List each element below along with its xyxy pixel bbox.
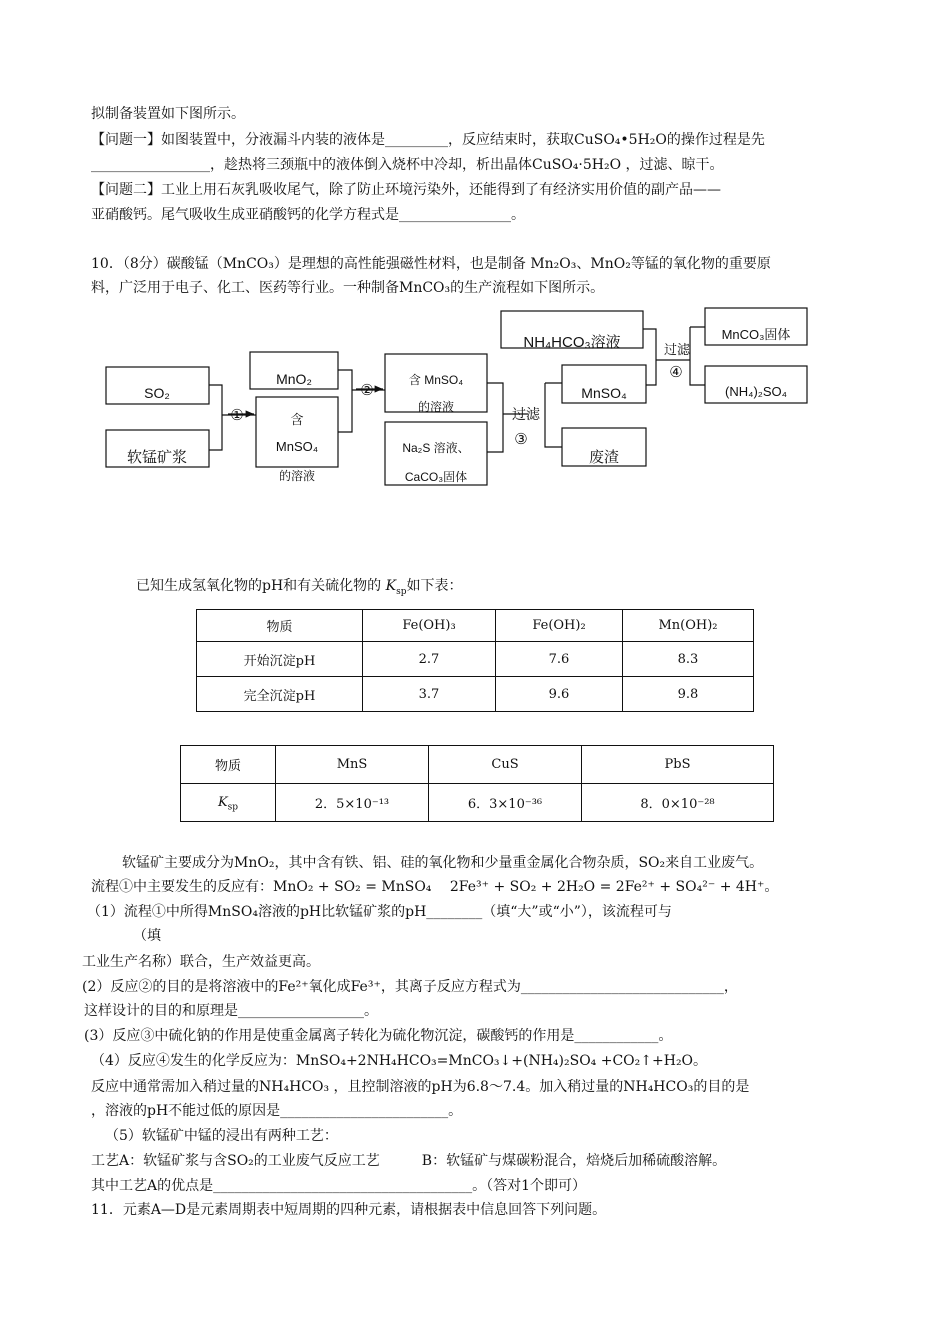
label-mno2: MnO₂: [276, 371, 312, 387]
label-mnso4: MnSO₄: [581, 385, 627, 401]
sub-question-5a: （5）软锰矿中锰的浸出有两种工艺：: [105, 1128, 338, 1144]
q10-line2: 料，广泛用于电子、化工、医药等行业。一种制备MnCO₃的生产流程如下图所示。: [91, 280, 605, 296]
t1-header-2: Fe(OH)₂: [496, 610, 623, 642]
filter-4-label: 过滤: [663, 342, 691, 357]
t1-row1-label: 完全沉淀pH: [197, 677, 363, 712]
q10-line1: 10．（8分）碳酸锰（MnCO₃）是理想的高性能强磁性材料，也是制备 Mn₂O₃、MnO₂等锰的氧化物的重要原: [91, 256, 771, 272]
hydroxide-ph-table: [196, 609, 754, 712]
sub-question-2a: (2）反应②的目的是将溶液中的Fe²⁺氧化成Fe³⁺，其离子反应方程式为_____________________________，: [82, 979, 738, 995]
label-so2: SO₂: [144, 385, 170, 401]
sub-question-1a: （1）流程①中所得MnSO₄溶液的pH比软锰矿浆的pH________（填“大”或“小”），该流程可与: [87, 904, 672, 920]
label-nh4hco3: NH₄HCO₃溶液: [523, 334, 621, 351]
t1-header-1: Fe(OH)₃: [363, 610, 496, 642]
t2-cus-ksp: 6．3×10⁻³⁶: [429, 784, 582, 822]
sub-question-4c: ，溶液的pH不能过低的原因是________________________。: [91, 1103, 463, 1119]
label-mnso4-solution2-a: 含 MnSO₄: [408, 373, 464, 387]
question-11: 11．元素A—D是元素周期表中短周期的四种元素，请根据表中信息回答下列问题。: [91, 1202, 607, 1218]
t1-row1-val2: 9.6: [496, 677, 623, 712]
sub-question-2b: 这样设计的目的和原理是__________________。: [84, 1003, 378, 1019]
label-mnso4-solution-b: MnSO₄: [275, 439, 319, 454]
body-p1: 软锰矿主要成分为MnO₂，其中含有铁、铝、硅的氧化物和少量重金属化合物杂质，SO₂来自工业废气。: [122, 855, 764, 871]
table-intro: 已知生成氢氧化物的pH和有关硫化物的 $K_{sp}$如下表：: [136, 578, 463, 597]
label-ore: 软锰矿浆: [126, 449, 188, 466]
t1-row0-val1: 2.7: [363, 642, 496, 677]
t1-header-0: 物质: [197, 610, 363, 642]
label-mnso4-solution-c: 的溶液: [278, 469, 316, 483]
sub-question-5b: 工艺A：软锰矿浆与含SO₂的工业废气反应工艺 B：软锰矿与煤碳粉混合，焙烧后加稀硫酸溶解。: [91, 1153, 727, 1169]
t2-header-0: 物质: [181, 746, 276, 784]
t1-row0-label: 开始沉淀pH: [197, 642, 363, 677]
sub-question-3: (3）反应③中硫化钠的作用是使重金属离子转化为硫化物沉淀，碳酸钙的作用是____________。: [84, 1028, 673, 1044]
step-1-marker: ①: [230, 407, 244, 424]
label-waste: 废渣: [588, 449, 620, 466]
question-two-line2: 亚硝酸钙。尾气吸收生成亚硝酸钙的化学方程式是________________。: [91, 207, 525, 223]
t2-header-1: MnS: [276, 746, 429, 784]
filter-3-label: 过滤: [512, 406, 540, 422]
sub-question-4a: （4）反应④发生的化学反应为：MnSO₄+2NH₄HCO₃=MnCO₃↓+(NH₄)₂SO₄ +CO₂↑+H₂O。: [91, 1053, 708, 1069]
label-mnso4-solution2-b: 的溶液: [417, 400, 455, 414]
t1-row0-val3: 8.3: [623, 642, 754, 677]
box-mnso4-solution: [256, 397, 338, 467]
sub-question-1c: 工业生产名称）联合，生产效益更高。: [82, 954, 320, 970]
question-one-line2: _________________，趁热将三颈瓶中的液体倒入烧杯中冷却，析出晶体CuSO₄·5H₂O ，过滤、晾干。: [91, 157, 724, 173]
t2-pbs-ksp: 8．0×10⁻²⁸: [582, 784, 774, 822]
label-mnco3: MnCO₃固体: [721, 327, 791, 342]
t2-mns-ksp: 2．5×10⁻¹³: [276, 784, 429, 822]
t2-header-3: PbS: [582, 746, 774, 784]
connector-5: [643, 329, 690, 385]
connector-2: [338, 370, 385, 432]
sub-question-4b: 反应中通常需加入稍过量的NH₄HCO₃ ，且控制溶液的pH为6.8～7.4。加入稍过量的NH₄HCO₃的目的是: [91, 1079, 750, 1095]
t1-row1-val1: 3.7: [363, 677, 496, 712]
t2-header-2: CuS: [429, 746, 582, 784]
t1-row0-val2: 7.6: [496, 642, 623, 677]
step-2-marker: ②: [360, 382, 374, 399]
sulfide-ksp-table: [180, 745, 774, 822]
label-mnso4-solution-a: 含: [290, 412, 304, 427]
step-3-marker: ③: [514, 431, 528, 448]
sub-question-5c: 其中工艺A的优点是_____________________________________。（答对1个即可）: [91, 1178, 587, 1194]
t1-header-3: Mn(OH)₂: [623, 610, 754, 642]
label-na2s-b: CaCO₃固体: [404, 470, 468, 484]
step-4-marker: ④: [669, 364, 683, 381]
question-one-line1: 【问题一】如图装置中，分液漏斗内装的液体是_________，反应结束时，获取CuSO₄•5H₂O的操作过程是先: [91, 132, 765, 148]
body-p2: 流程①中主要发生的反应有：MnO₂ + SO₂ = MnSO₄ 2Fe³⁺ + SO₂ + 2H₂O = 2Fe²⁺ + SO₄²⁻ + 4H⁺。: [91, 879, 779, 895]
sub-question-1b: （填: [133, 928, 161, 944]
flow-diagram: [0, 0, 950, 500]
intro-line1: 拟制备装置如下图所示。: [91, 106, 245, 122]
label-nh4so4: (NH₄)₂SO₄: [725, 384, 787, 399]
t2-row-label: $K_{sp}$: [181, 784, 276, 822]
question-two-line1: 【问题二】工业上用石灰乳吸收尾气，除了防止环境污染外，还能得到了有经济实用价值的副产品——: [91, 182, 721, 198]
label-na2s-a: Na₂S 溶液、: [402, 441, 470, 455]
t1-row1-val3: 9.8: [623, 677, 754, 712]
connector-4: [545, 383, 562, 447]
connector-6: [690, 327, 705, 385]
